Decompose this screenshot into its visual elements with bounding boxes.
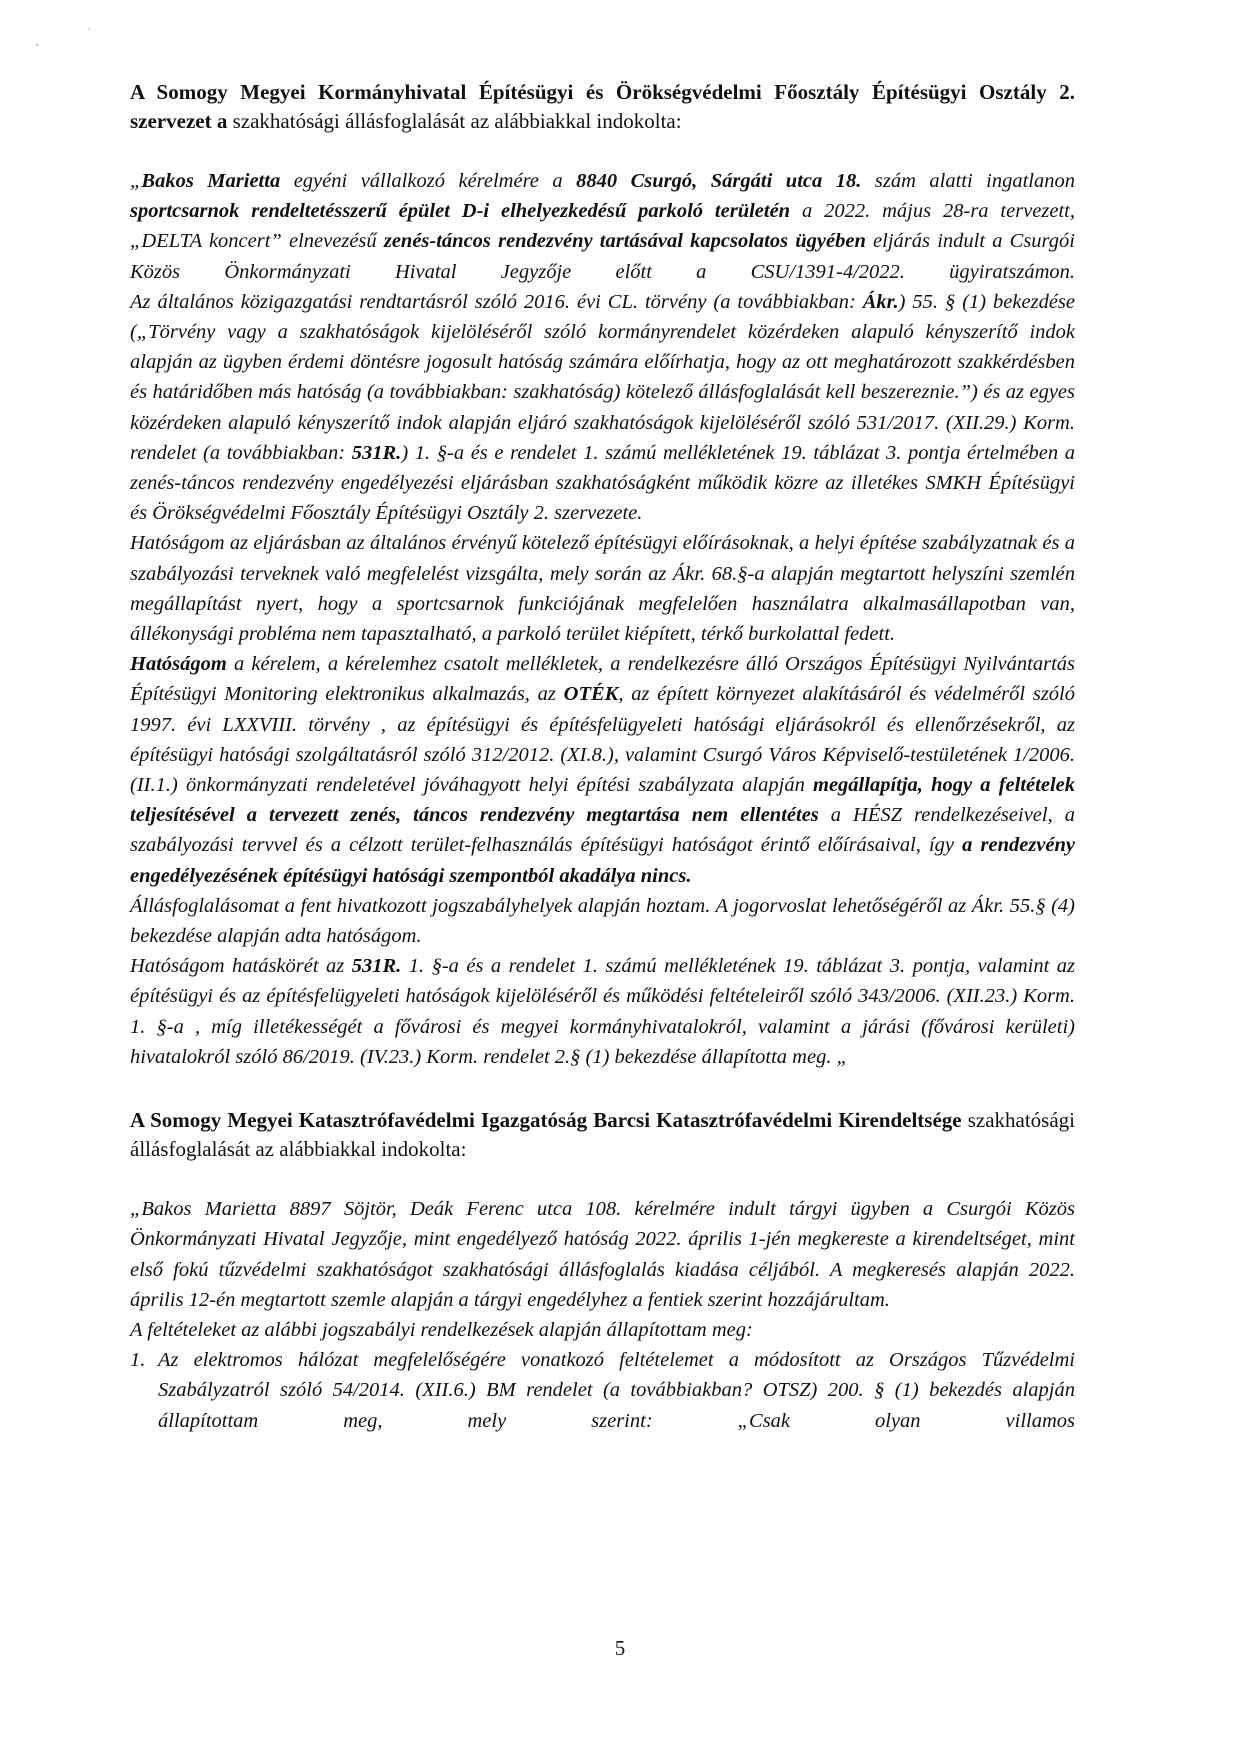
text-run: egyéni vállalkozó kérelmére a xyxy=(280,170,577,192)
text-run: Állásfoglalásomat a fent hivatkozott jogszabályhelyek alapján hoztam. A jogorvoslat lehetőségéről az Ákr. 55.§ (4) bekezdése alapján adta hatóságom. xyxy=(130,894,1075,948)
text-run: Hatóságom az eljárásban az általános érvényű kötelező építésügyi előírásoknak, a helyi építése szabályzatnak és a szabályozási terveknek való megfelelést vizsgálta, mely során az Ákr. 68.§-a alapján megtartott helyszíni szemlén megállapítást nyert, hogy a sportcsarnok funkciójának megfelelően használatra alkalmasállapotban van, állékonysági probléma nem tapasztalható, a parkoló terület kiépített, térkő burkolattal fedett. xyxy=(130,532,1075,646)
document-page xyxy=(130,78,1075,1436)
section2-paragraph xyxy=(130,1315,1075,1345)
text-run: 1. §-a és a rendelet 1. számú mellékletének 19. táblázat 3. pontja, valamint az építésügyi és az építésfelügyeleti hatóságok kijelöléséről és működési feltételeiről szóló 343/2006. (XII.23.) Korm. 1. §-a , míg illetékességét a fővárosi és megyei kormányhivatalokról, valamint a járási (fővárosi kerületi) hivatalokról szóló 86/2019. (IV.23.) Korm. rendelet 2.§ (1) bekezdése állapította meg. „ xyxy=(130,955,1075,1068)
text-run: ) 1. §-a és e rendelet 1. számú mellékletének 19. táblázat 3. pontja értelmében a zenés-táncos rendezvény engedélyezési eljárásban szakhatóságként működik közre az illetékes SMKH Építésügyi és Örökségvédelmi Főosztály Építésügyi Osztály 2. szervezete. xyxy=(130,441,1075,525)
bold-text-run: A Somogy Megyei Katasztrófavédelmi Igazgatóság Barcsi Katasztrófavédelmi Kirendeltsége xyxy=(130,1108,962,1133)
section1-paragraph xyxy=(130,287,1075,529)
page-number: 5 xyxy=(614,1636,626,1660)
section1-paragraph xyxy=(130,649,1075,891)
section1-paragraph xyxy=(130,951,1075,1072)
text-run: a kérelem, a kérelemhez csatolt mellékletek, a rendelkezésre álló Országos Építésügyi Nyilvántartás Építésügyi Monitoring elektronikus alkalmazás, az xyxy=(130,653,1075,706)
bold-text-run: sportcsarnok rendeltetésszerű épület D-i elhelyezkedésű parkoló területén xyxy=(130,200,791,223)
section2-heading xyxy=(130,1106,1075,1164)
text-run: A feltételeket az alábbi jogszabályi rendelkezések alapján állapítottam meg: xyxy=(130,1318,753,1341)
bold-text-run: OTÉK xyxy=(563,683,619,706)
section1-heading xyxy=(130,78,1075,136)
text-run: „ xyxy=(130,170,142,192)
text-run: a HÉSZ rendelkezéseivel, a szabályozási tervvel és a célzott terület-felhasználás építésügyi hatóságot érintő előírásaival, így xyxy=(130,804,1075,857)
bold-text-run: 531R. xyxy=(351,441,402,464)
text-run: szám alatti ingatlanon xyxy=(861,170,1075,192)
section2-paragraph xyxy=(130,1194,1075,1315)
text-run: Az általános közigazgatási rendtartásról szóló 2016. évi CL. törvény (a továbbiakban: xyxy=(130,290,863,313)
text-run: „Bakos Marietta 8897 Söjtör, Deák Ferenc utca 108. kérelmére indult tárgyi ügyben a Csurgói Közös Önkormányzati Hivatal Jegyzője, mint engedélyező hatóság 2022. április 1-jén megkereste a kirendeltséget, mint első fokú tűzvédelmi szakhatóságot szakhatósági állásfoglalás kiadása céljából. A megkeresés alapján 2022. április 12-én megtartott szemle alapján a tárgyi engedélyhez a fentiek szerint hozzájárultam. xyxy=(130,1198,1075,1311)
bold-text-run: 531R. xyxy=(351,955,402,978)
list-item-number: 1. xyxy=(130,1349,146,1372)
text-run: ) 55. § (1) bekezdése („Törvény vagy a szakhatóságok kijelöléséről szóló kormányrendelet közérdeken alapuló kényszerítő indok alapján az ügyben érdemi döntésre jogosult hatóság számára előírhatja, hogy az ott meghatározott szakkérdésben és határidőben más hatóság (a továbbiakban: szakhatóság) kötelező állásfoglalását kell beszereznie.”) és az egyes közérdeken alapuló kényszerítő indok alapján eljáró szakhatóságok kijelöléséről szóló 531/2017. (XII.29.) Korm. rendelet (a továbbiakban: xyxy=(130,290,1075,464)
text-run: szakhatósági állásfoglalását az alábbiakkal indokolta: xyxy=(227,109,682,133)
section1-paragraph xyxy=(130,891,1075,951)
scan-speck xyxy=(88,28,90,30)
text-run: , az épített környezet alakításáról és védelméről szóló 1997. évi LXXVIII. törvény , az építésügyi és építésfelügyeleti hatósági eljárásokról és ellenőrzésekről, az építésügyi hatósági szolgáltatásról szóló 312/2012. (XI.8.), valamint Csurgó Város Képviselő-testületének 1/2006. (II.1.) önkormányzati rendeletével jóváhagyott helyi építési szabályzata alapján xyxy=(130,683,1075,797)
bold-text-run: a rendezvény engedélyezésének építésügyi hatósági szempontból akadálya nincs. xyxy=(130,834,1075,887)
section1-body xyxy=(130,166,1075,1072)
bold-text-run: A Somogy Megyei Kormányhivatal Építésügyi és Örökségvédelmi Főosztály Építésügyi Osztály 2. szervezet a xyxy=(130,80,1075,133)
text-run: szakhatósági állásfoglalását az alábbiakkal indokolta: xyxy=(130,1108,1076,1162)
list-item-text: Az elektromos hálózat megfelelőségére vonatkozó feltételemet a módosított az Országos Tűzvédelmi Szabályzatról szóló 54/2014. (XII.6.) BM rendelet (a továbbiakban? OTSZ) 200. § (1) bekezdés alapján állapítottam meg, mely szerint: „Csak olyan villamos xyxy=(158,1349,1075,1432)
scan-speck xyxy=(36,44,38,46)
text-run: eljárás indult a Csurgói Közös Önkormányzati Hivatal Jegyzője előtt a CSU/1391-4/2022. ügyiratszámon. xyxy=(130,230,1075,283)
section1-paragraph xyxy=(130,166,1075,287)
bold-text-run: Hatóságom xyxy=(130,653,227,676)
text-run: Hatóságom hatáskörét az xyxy=(130,955,352,978)
bold-text-run: Bakos Marietta xyxy=(141,170,281,192)
section2-body xyxy=(130,1194,1075,1436)
bold-text-run: 8840 Csurgó, Sárgáti utca 18. xyxy=(576,170,862,192)
bold-text-run: Ákr. xyxy=(862,290,899,313)
list-item xyxy=(130,1345,1075,1436)
bold-text-run: zenés-táncos rendezvény tartásával kapcsolatos ügyében xyxy=(383,230,866,253)
text-run: a 2022. május 28-ra tervezett, „DELTA koncert” elnevezésű xyxy=(130,200,1075,253)
section1-paragraph xyxy=(130,528,1075,649)
bold-text-run: megállapítja, hogy a feltételek teljesítésével a tervezett zenés, táncos rendezvény megtartása nem ellentétes xyxy=(130,774,1075,827)
